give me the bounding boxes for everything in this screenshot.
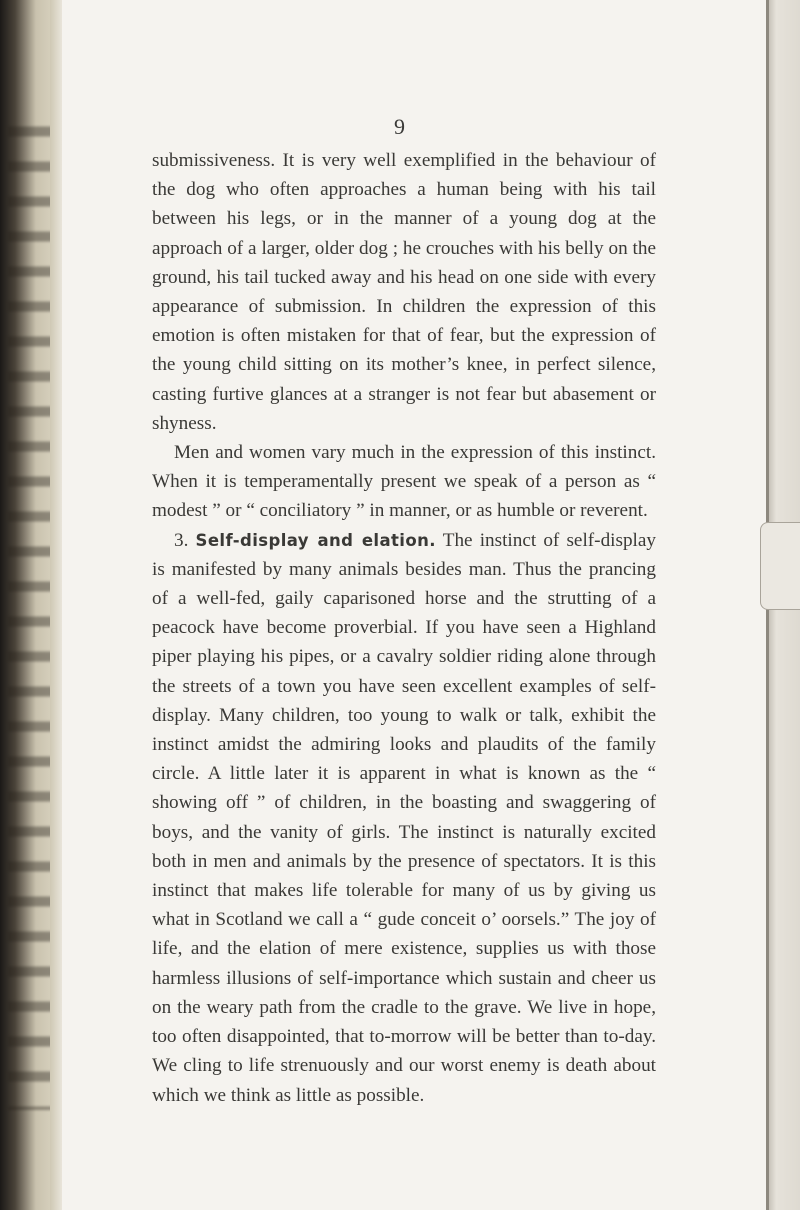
paragraph-self-display xyxy=(152,526,656,1110)
page-tab-insert xyxy=(760,522,800,610)
page-number: 9 xyxy=(394,114,406,139)
section-heading: Self-display and elation. xyxy=(195,530,436,550)
paragraph-submissiveness: submissiveness. It is very well exemplified in the behaviour of the dog who often approaches a human being with his tail between his legs, or in the manner of a young dog at the approach of a larger, older dog ; he crouches with his belly on the ground, his tail tucked away and his head on one side with every appearance of submission. In children the expression of this emotion is often mistaken for that of fear, but the expression of the young child sitting on its mother’s knee, in perfect silence, casting furtive glances at a stranger is not fear but abasement or shyness. xyxy=(152,150,656,434)
section-number: 3. xyxy=(174,529,189,551)
section-body: The instinct of self-display is manifested by many animals besides man. Thus the prancing of a well-fed, gaily caparisoned horse and the strutting of a peacock have become proverbial. If you have seen a Highland piper playing his pipes, or a cavalry soldier riding alone through the streets of a town you have seen excellent examples of self-display. Many children, too young to walk or talk, exhibit the instinct amidst the admiring looks and plaudits of the family circle. A little later it is apparent in what is known as the “ showing off ” of children, in the boasting and swaggering of boys, and the vanity of girls. The instinct is naturally excited both in men and animals by the presence of spectators. It is this instinct that makes life tolerable for many of us by giving us what in Scotland we call a “ gude conceit o’ oorsels.” The joy of life, and the elation of mere existence, supplies us with those harmless illusions of self-importance which sustain and cheer us on the weary path from the cradle to the grave. We live in hope, too often disappointed, that to-morrow will be better than to-day. We cling to life strenuously and our worst enemy is death about which we think as little as possible. xyxy=(152,529,656,1106)
body-text xyxy=(152,146,656,1110)
paragraph-men-and-women: Men and women vary much in the expression of this instinct. When it is temperamentally present we speak of a person as “ modest ” or “ conciliatory ” in manner, or as humble or reverent. xyxy=(152,442,656,522)
